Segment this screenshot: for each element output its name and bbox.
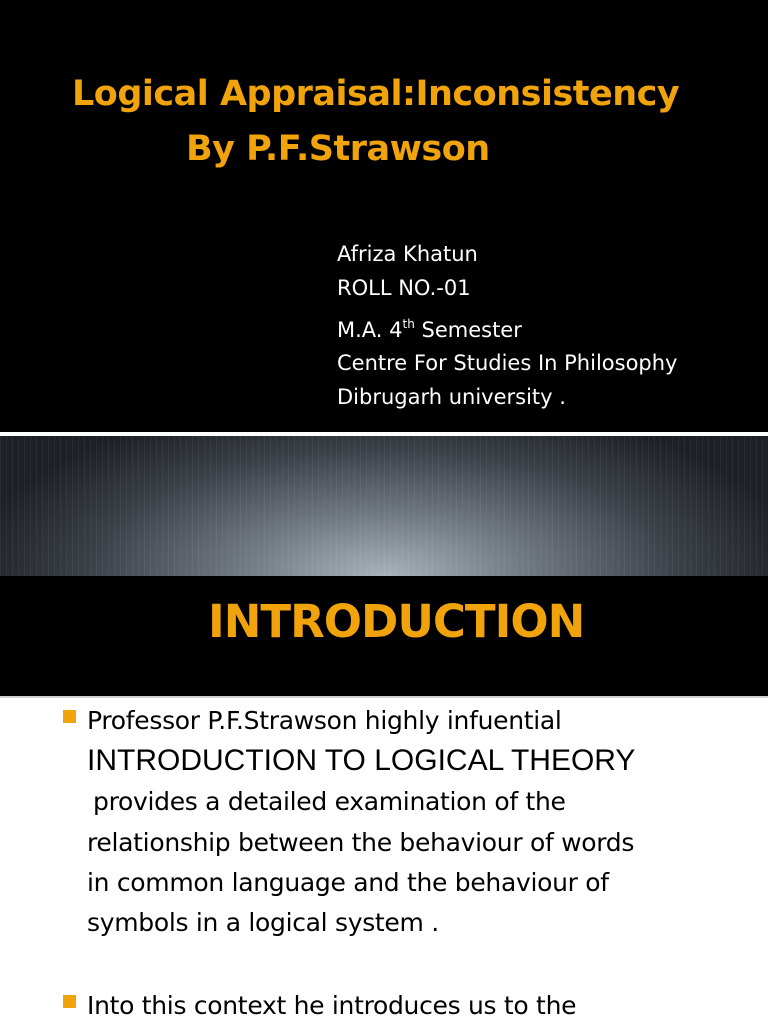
slide-title-line-1: Logical Appraisal:Inconsistency — [72, 74, 680, 114]
content-slide — [0, 698, 768, 1024]
author-name: Afriza Khatun — [337, 242, 478, 266]
bullet-square-icon — [63, 710, 76, 723]
bullet-1-line-1: Professor P.F.Strawson highly infuential — [87, 706, 562, 735]
semester-prefix: M.A. 4 — [337, 318, 403, 342]
roll-number: ROLL NO.-01 — [337, 276, 471, 300]
bullet-1-line-5: in common language and the behaviour of — [87, 868, 609, 897]
introduction-slide — [0, 436, 768, 696]
bullet-1-line-3: provides a detailed examination of the — [93, 787, 566, 816]
bullet-1-line-6: symbols in a logical system . — [87, 908, 439, 937]
centre-name: Centre For Studies In Philosophy — [337, 351, 678, 375]
gradient-banner — [0, 436, 768, 576]
bullet-2-line-1: Into this context he introduces us to the — [87, 991, 577, 1020]
semester-suffix: Semester — [414, 318, 522, 342]
bullet-1-book-title: INTRODUCTION TO LOGICAL THEORY — [87, 744, 636, 777]
bullet-square-icon — [63, 995, 76, 1008]
slide-title-line-2: By P.F.Strawson — [186, 129, 490, 169]
semester — [337, 317, 522, 342]
bullet-1-line-4: relationship between the behaviour of words — [87, 828, 635, 857]
title-slide — [0, 0, 768, 432]
university-name: Dibrugarh university . — [337, 385, 566, 409]
introduction-heading: INTRODUCTION — [208, 595, 585, 648]
semester-superscript: th — [402, 317, 415, 331]
